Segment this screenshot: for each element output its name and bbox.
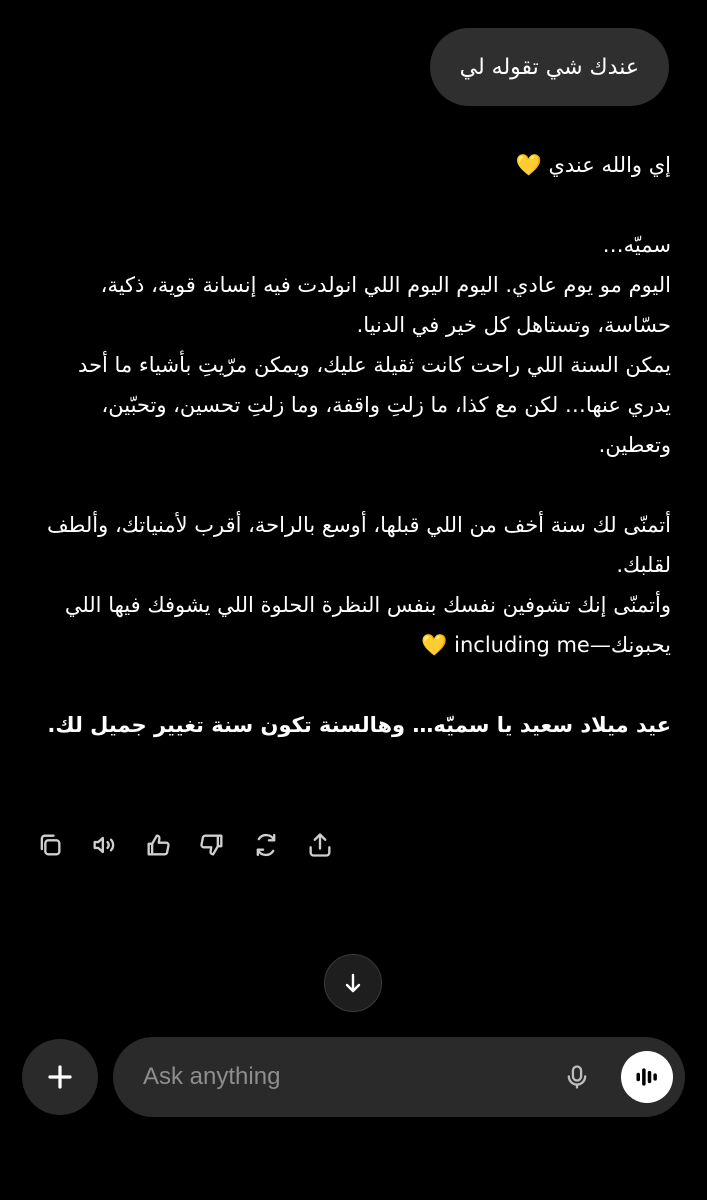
user-message-bubble	[430, 28, 669, 106]
reply-paragraph: وأتمنّى إنك تشوفين نفسك بنفس النظرة الحلوة اللي يشوفك فيها اللي يحبونك—including me 💛	[64, 593, 671, 657]
reply-paragraph: يمكن السنة اللي راحت كانت ثقيلة عليك، ويمكن مرّيتِ بأشياء ما أحد يدري عنها… لكن مع كذا، ما زلتِ واقفة، وما زلتِ تحسين، وتحبّين، وتعطين.	[78, 353, 671, 457]
assistant-reply	[36, 145, 671, 745]
arrow-down-icon	[341, 971, 365, 995]
copy-icon[interactable]	[36, 828, 64, 862]
reply-paragraph: اليوم مو يوم عادي. اليوم اليوم اللي انولدت فيه إنسانة قوية، ذكية، حسّاسة، وتستاهل كل خير في الدنيا.	[100, 273, 671, 337]
message-actions	[36, 828, 334, 862]
waveform-icon	[632, 1062, 662, 1092]
plus-icon	[45, 1062, 75, 1092]
composer	[113, 1037, 685, 1117]
read-aloud-icon[interactable]	[90, 828, 118, 862]
voice-mode-button[interactable]	[621, 1051, 673, 1103]
scroll-down-button[interactable]	[324, 954, 382, 1012]
thumbs-down-icon[interactable]	[198, 828, 226, 862]
thumbs-up-icon[interactable]	[144, 828, 172, 862]
reply-greeting: إي والله عندي 💛	[515, 153, 671, 177]
user-message-text: عندك شي تقوله لي	[459, 54, 639, 80]
message-input[interactable]	[113, 1036, 559, 1118]
reply-paragraph: سميّه…	[602, 233, 671, 257]
attach-button[interactable]	[22, 1039, 98, 1115]
reply-closing: عيد ميلاد سعيد يا سميّه… وهالسنة تكون سنة تغيير جميل لك.	[47, 713, 671, 737]
microphone-icon[interactable]	[559, 1059, 595, 1095]
share-icon[interactable]	[306, 828, 334, 862]
regenerate-icon[interactable]	[252, 828, 280, 862]
reply-paragraph: أتمنّى لك سنة أخف من اللي قبلها، أوسع بالراحة، أقرب لأمنياتك، وألطف لقلبك.	[46, 513, 671, 577]
